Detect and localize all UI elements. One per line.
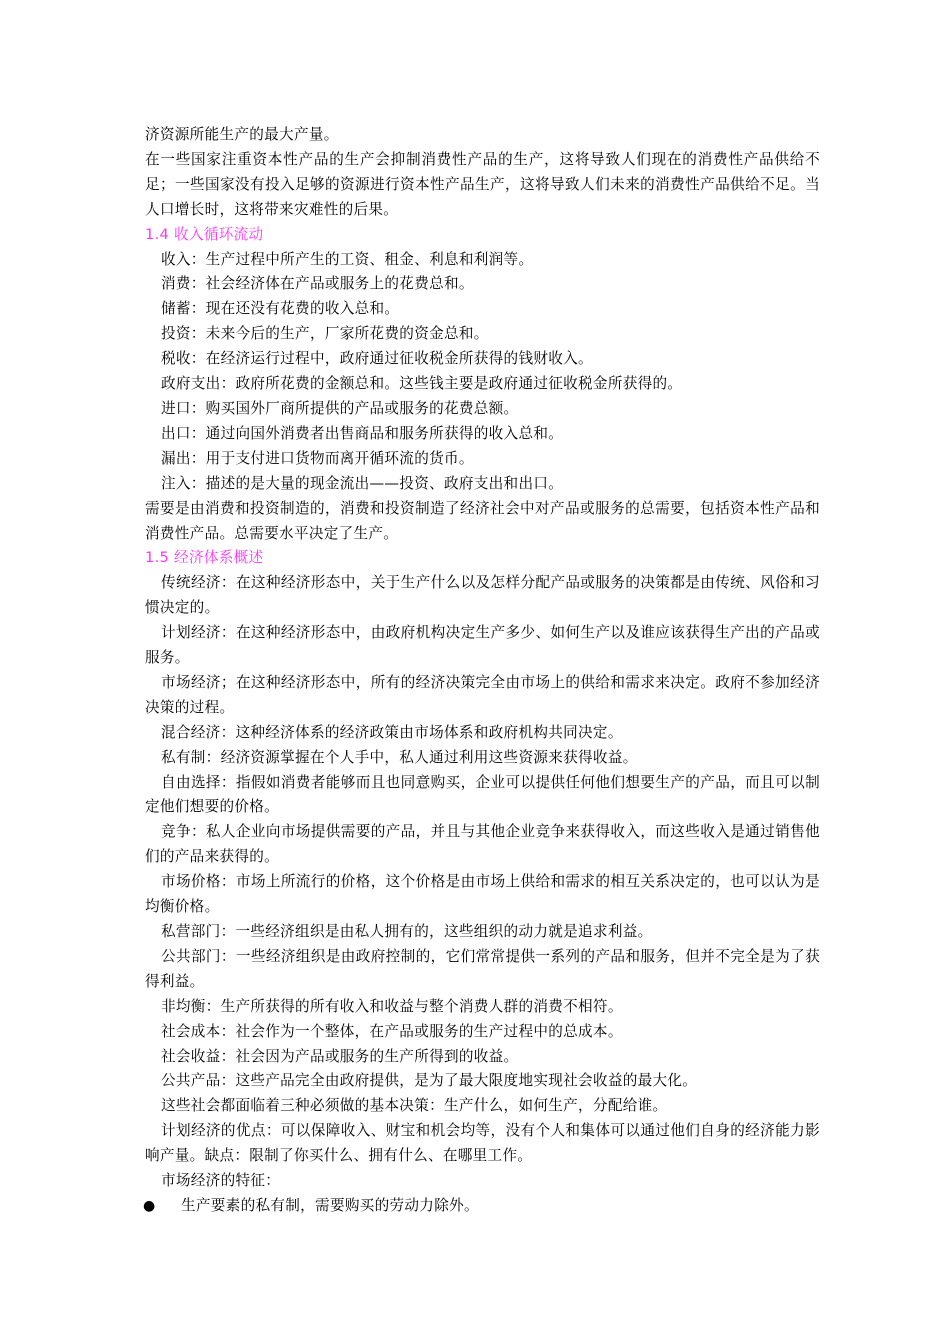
section-heading-1-4: 1.4 收入循环流动 [145,225,264,243]
definition-item: 这些社会都面临着三种必须做的基本决策：生产什么，如何生产，分配给谁。 [161,1097,668,1115]
definition-item: 私有制：经济资源掌握在个人手中，私人通过利用这些资源来获得收益。 [161,748,638,766]
definition-item: 市场价格：市场上所流行的价格，这个价格是由市场上供给和需求的相互关系决定的，也可以认为是均衡价格。 [145,873,820,916]
definition-item: 非均衡：生产所获得的所有收入和收益与整个消费人群的消费不相符。 [161,997,623,1015]
bullet-item [145,1194,820,1219]
definition-item: 混合经济：这种经济体系的经济政策由市场体系和政府机构共同决定。 [161,723,623,741]
definition-item: 注入：描述的是大量的现金流出——投资、政府支出和出口。 [161,474,564,492]
definition-item: 社会收益：社会因为产品或服务的生产所得到的收益。 [161,1047,519,1065]
section-heading-1-5: 1.5 经济体系概述 [145,549,264,567]
definition-item: 自由选择：指假如消费者能够而且也同意购买，企业可以提供任何他们想要生产的产品，而且可以制定他们想要的价格。 [145,773,820,816]
definition-item: 市场经济的特征： [161,1172,281,1190]
paragraph: 需要是由消费和投资制造的，消费和投资制造了经济社会中对产品或服务的总需要，包括资本性产品和消费性产品。总需要水平决定了生产。 [145,499,820,542]
bullet-dot-icon: ● [143,1197,156,1214]
bullet-text: 生产要素的私有制，需要购买的劳动力除外。 [181,1196,479,1214]
document-body [145,123,820,1219]
definition-item: 漏出：用于支付进口货物而离开循环流的货币。 [161,449,474,467]
definition-item: 计划经济：在这种经济形态中，由政府机构决定生产多少、如何生产以及谁应该获得生产出的产品或服务。 [145,624,820,667]
definition-item: 储蓄：现在还没有花费的收入总和。 [161,300,400,318]
definition-item: 私营部门：一些经济组织是由私人拥有的，这些组织的动力就是追求利益。 [161,923,653,940]
definition-item: 消费：社会经济体在产品或服务上的花费总和。 [161,275,474,293]
definition-item: 收入：生产过程中所产生的工资、租金、利息和利润等。 [161,250,534,268]
definition-item: 政府支出：政府所花费的金额总和。这些钱主要是政府通过征收税金所获得的。 [161,375,683,393]
definition-item: 竞争：私人企业向市场提供需要的产品，并且与其他企业竞争来获得收入，而这些收入是通过销售他们的产品来获得的。 [145,823,820,866]
paragraph: 在一些国家注重资本性产品的生产会抑制消费性产品的生产，这将导致人们现在的消费性产品供给不足；一些国家没有投入足够的资源进行资本性产品生产，这将导致人们未来的消费性产品供给不足。当人口增长时，这将带来灾难性的后果。 [145,150,820,218]
definition-item: 税收：在经济运行过程中，政府通过征收税金所获得的钱财收入。 [161,350,593,368]
definition-item: 传统经济：在这种经济形态中，关于生产什么以及怎样分配产品或服务的决策都是由传统、风俗和习惯决定的。 [145,574,820,617]
paragraph: 济资源所能生产的最大产量。 [145,126,339,143]
definition-item: 公共部门：一些经济组织是由政府控制的，它们常常提供一系列的产品和服务，但并不完全是为了获得利益。 [145,947,820,990]
definition-item: 投资：未来今后的生产，厂家所花费的资金总和。 [161,325,489,343]
definition-item: 公共产品：这些产品完全由政府提供，是为了最大限度地实现社会收益的最大化。 [161,1072,698,1090]
definition-item: 出口：通过向国外消费者出售商品和服务所获得的收入总和。 [161,424,564,442]
definition-item: 计划经济的优点：可以保障收入、财宝和机会均等，没有个人和集体可以通过他们自身的经济能力影响产量。缺点：限制了你买什么、拥有什么、在哪里工作。 [145,1122,820,1165]
definition-item: 市场经济；在这种经济形态中，所有的经济决策完全由市场上的供给和需求来决定。政府不参加经济决策的过程。 [145,673,820,716]
definition-item: 社会成本：社会作为一个整体，在产品或服务的生产过程中的总成本。 [161,1022,623,1040]
definition-item: 进口：购买国外厂商所提供的产品或服务的花费总额。 [161,399,519,417]
